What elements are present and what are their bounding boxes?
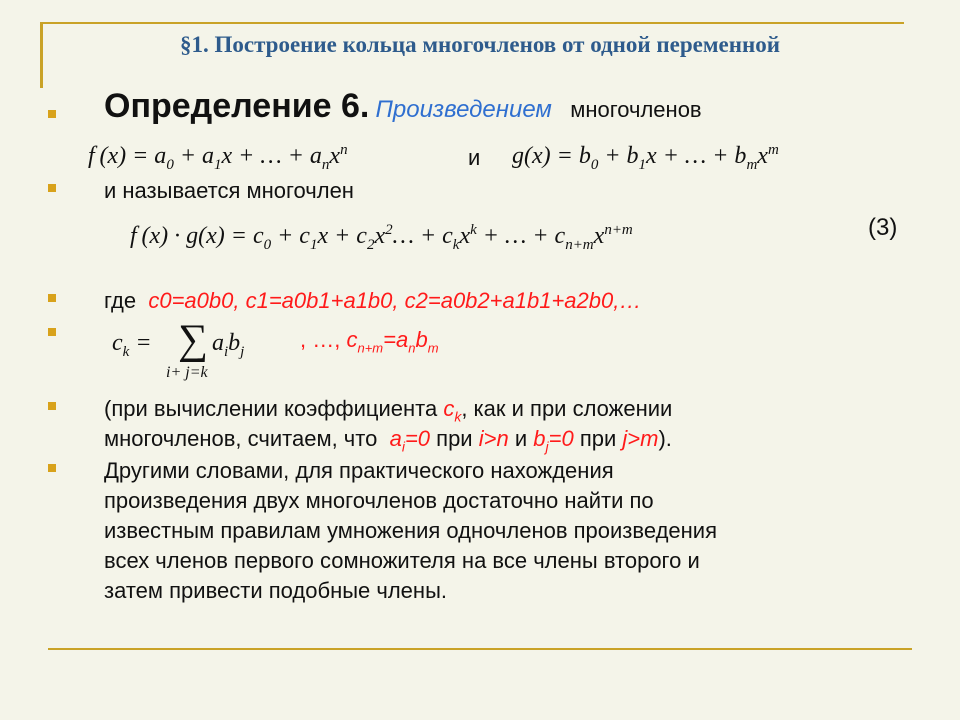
called-line: и называется многочлен <box>104 178 354 203</box>
note-text: ). <box>658 426 672 451</box>
bullet-icon <box>48 402 56 410</box>
bullet-icon <box>48 464 56 472</box>
where-word: где <box>104 288 137 313</box>
paragraph-line: произведения двух многочленов достаточно найти по <box>104 488 654 513</box>
note-text: при <box>436 426 473 451</box>
paragraph-line: затем привести подобные члены. <box>104 578 447 603</box>
note-i-gt-n: i>n <box>478 426 509 451</box>
paragraph-line: Другими словами, для практического нахождения <box>104 458 614 483</box>
last-coef-formula: $c_{n+m}=a_nb_m$ <box>346 327 439 356</box>
note-text: , как и при сложении <box>461 396 673 421</box>
bottom-rule <box>48 648 912 650</box>
bullet-icon <box>48 294 56 302</box>
formula-ck-term: $a_ib_j$ <box>212 330 245 360</box>
note-j-gt-m: j>m <box>622 426 659 451</box>
definition-rest: многочленов <box>570 97 702 122</box>
note-ck: $c_k$ <box>443 396 462 425</box>
and-word: и <box>468 145 481 170</box>
bullet-icon <box>48 110 56 118</box>
slide-title: §1. Построение кольца многочленов от одной переменной <box>179 32 781 57</box>
note-text: (при вычислении коэффициента <box>104 396 438 421</box>
last-coef <box>300 325 439 362</box>
sum-index: i+ j=k <box>166 364 208 381</box>
note-text: при <box>579 426 617 451</box>
formula-g: $g(x) = b_0 + b_1x$ + … + $b_mx^m$ <box>512 142 779 173</box>
note-ai: $a_i=0$ <box>389 426 431 455</box>
definition-heading: Определение 6. <box>104 87 370 125</box>
sigma-sign: ∑ <box>178 317 208 363</box>
paragraph-line: всех членов первого сомножителя на все члены второго и <box>104 548 700 573</box>
equation-number: (3) <box>868 214 898 241</box>
where-line <box>104 286 641 315</box>
note-text: многочленов, считаем, что <box>104 426 378 451</box>
formula-product: f $(x) \cdot g(x) = c_0 + c_1x$ + $c_2x^2\dots + c_kx^k$ + … + $c_{n+m}x^{n+m}$ <box>130 222 633 253</box>
definition-line <box>104 87 702 125</box>
bullet-icon <box>48 184 56 192</box>
formula-ck: $c_k$ = <box>112 330 152 360</box>
last-coef-prefix: , …, <box>300 327 341 352</box>
formula-f: f $(x) = a_0 + a_1x$ + … + $a_nx^n$ <box>88 142 348 173</box>
coefficients-line: c0=a0b0, c1=a0b1+a1b0, c2=a0b2+a1b1+a2b0,… <box>148 288 642 313</box>
note-text: и <box>514 426 528 451</box>
bullet-icon <box>48 328 56 336</box>
top-rule <box>40 22 904 24</box>
paragraph-line: известным правилам умножения одночленов произведения <box>104 518 718 543</box>
definition-term: Произведением <box>375 96 552 123</box>
note-bj: $b_j=0$ <box>533 426 574 455</box>
